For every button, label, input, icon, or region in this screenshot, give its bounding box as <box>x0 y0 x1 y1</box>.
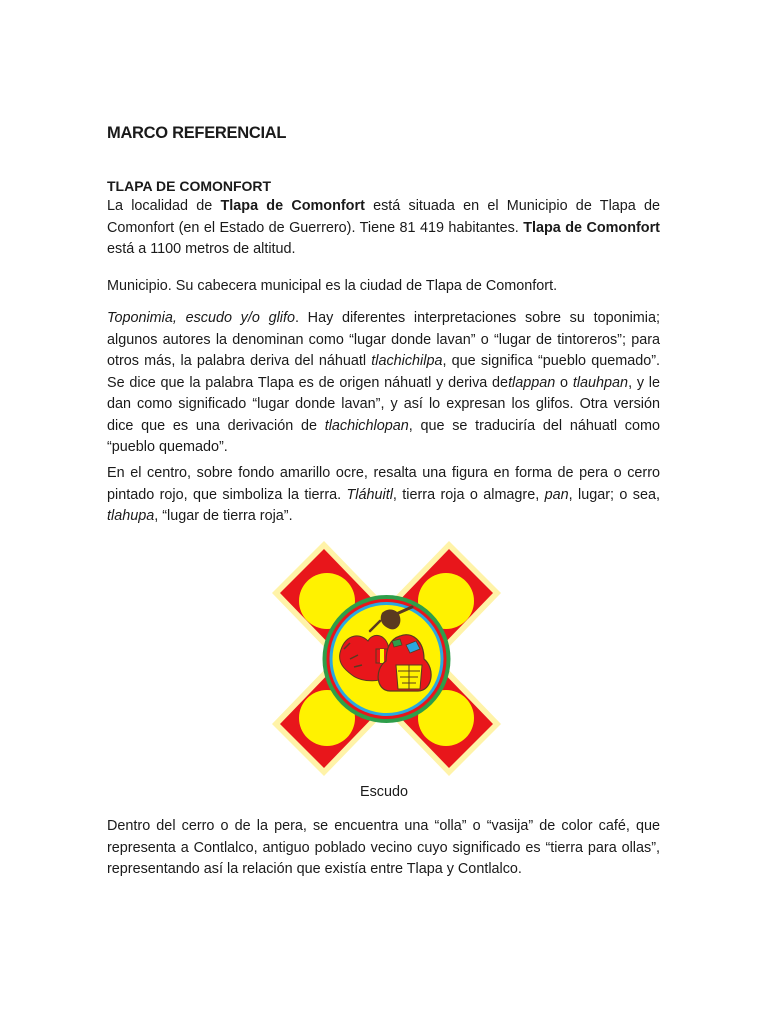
image-caption: Escudo <box>360 784 408 800</box>
paragraph-centro: En el centro, sobre fondo amarillo ocre, resalta una figura en forma de pera o cerro pintado rojo, que simboliza la tierra. Tláhuitl, tierra roja o almagre, pan, lugar; o sea, tlahupa, “lugar de tierra roja”. <box>107 465 661 524</box>
section-subtitle: TLAPA DE COMONFORT <box>107 178 272 194</box>
page-title: MARCO REFERENCIAL <box>107 124 287 142</box>
paragraph-contlalco: Dentro del cerro o de la pera, se encuentra una “olla” o “vasija” de color café, que representa a Contlalco, antiguo poblado vecino cuyo significado es “tierra para ollas”, representando así la relación que existía entre Tlapa y Contlalco. <box>107 818 660 877</box>
paragraph-toponimia: Toponimia, escudo y/o glifo. Hay diferentes interpretaciones sobre su toponimia; algunos autores la denominan como “lugar donde lavan” o “lugar de tintoreros”; para otros más, la palabra deriva del náhuatl tlachichilpa, que significa “pueblo quemado”. Se dice que la palabra Tlapa es de origen náhuatl y deriva detlappan o tlauhpan, y le dan como significado “lugar donde lavan”, y así lo expresan los glifos. Otra versión dice que es una derivación de tlachichlopan, que se traduciría del náhuatl como “pueblo quemado”. <box>107 310 661 455</box>
coat-of-arms-image <box>272 541 501 776</box>
paragraph-municipio: Municipio. Su cabecera municipal es la ciudad de Tlapa de Comonfort. <box>107 278 558 294</box>
paragraph-location: La localidad de Tlapa de Comonfort está situada en el Municipio de Tlapa de Comonfort (en el Estado de Guerrero). Tiene 81 419 habitantes. Tlapa de Comonfort está a 1100 metros de altitud. <box>107 198 661 257</box>
